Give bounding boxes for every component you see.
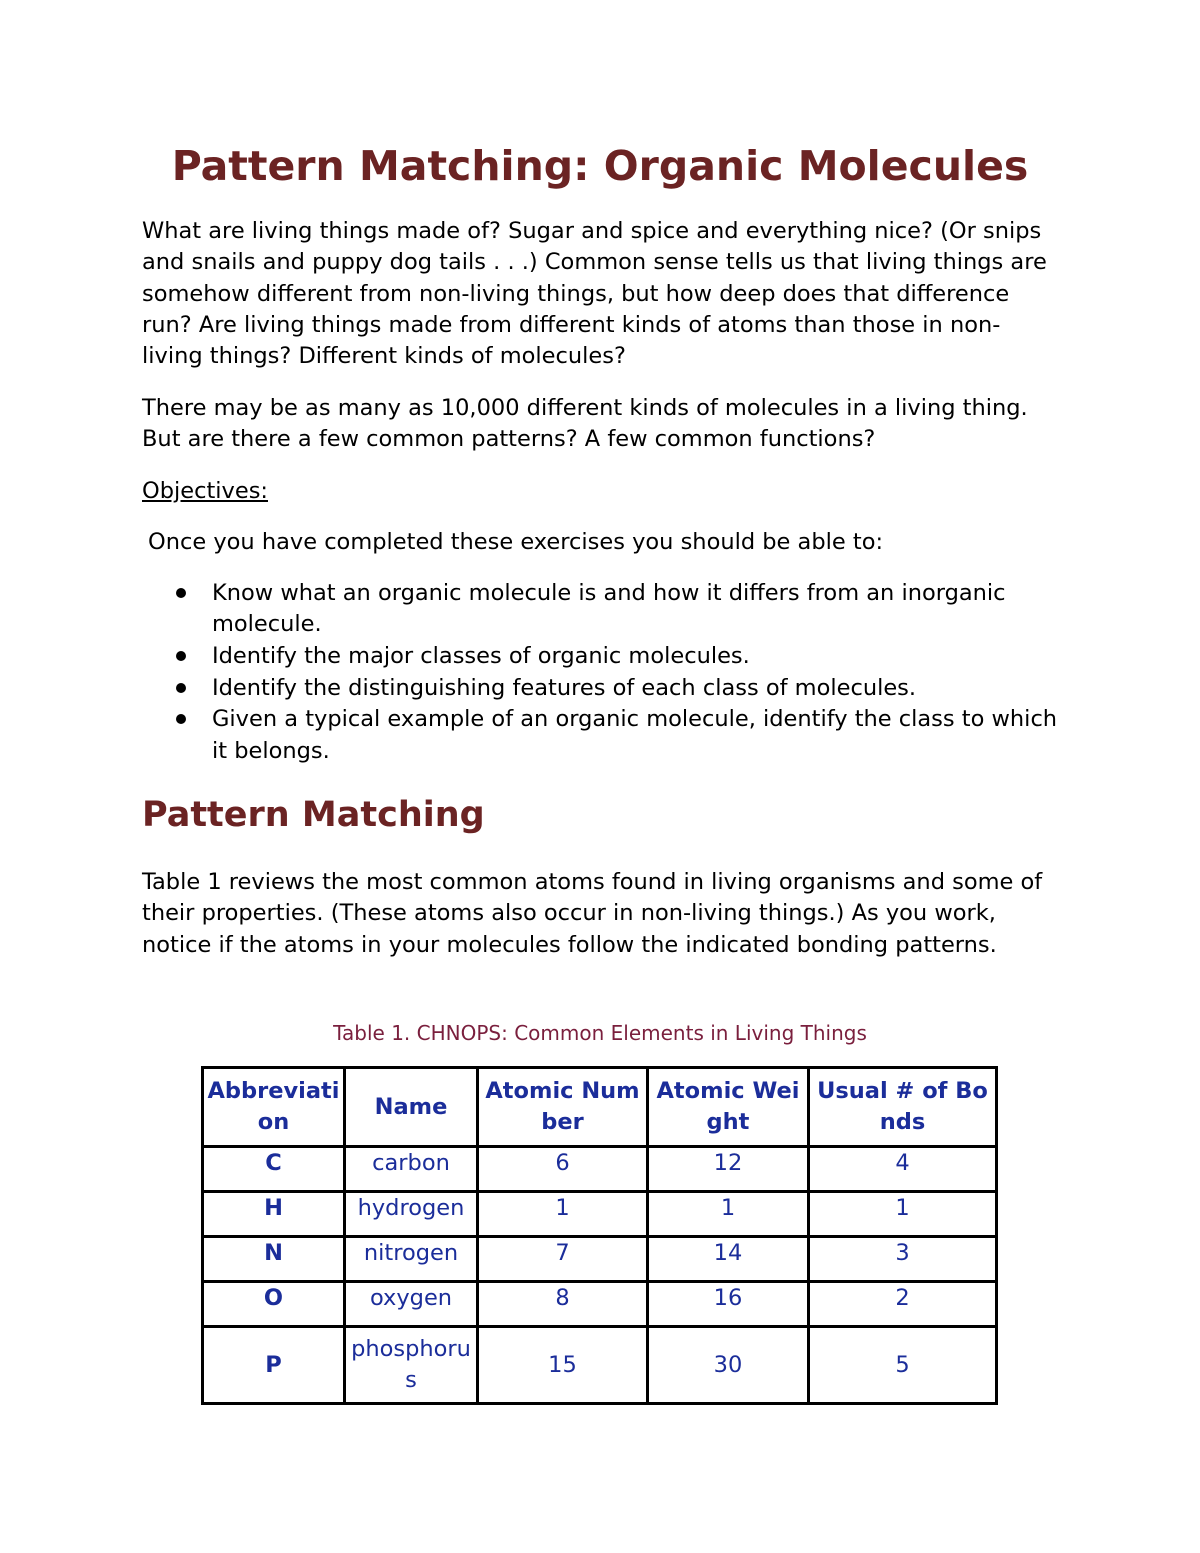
bullet-icon: [176, 588, 186, 598]
table-row: [203, 1282, 997, 1327]
cell-atomic-weight: 1: [648, 1192, 809, 1237]
cell-atomic-number: 6: [478, 1147, 648, 1192]
page-title: Pattern Matching: Organic Molecules: [171, 142, 1029, 190]
cell-usual-bonds: 1: [809, 1192, 997, 1237]
table-row: [203, 1147, 997, 1192]
cell-abbreviation: C: [203, 1147, 345, 1192]
bullet-icon: [176, 714, 186, 724]
header-atomic-weight: Atomic Weight: [648, 1068, 809, 1147]
table-row: [203, 1237, 997, 1282]
section-paragraph: Table 1 reviews the most common atoms found in living organisms and some of their properties. (These atoms also occur in non-living things.) As you work, notice if the atoms in your molecules follow the indicated bonding patterns.: [142, 869, 1043, 958]
objectives-lead: Once you have completed these exercises you should be able to:: [148, 529, 884, 555]
cell-atomic-weight: 14: [648, 1237, 809, 1282]
table-header-row: [203, 1068, 997, 1147]
table-caption: Table 1. CHNOPS: Common Elements in Living Things: [333, 1021, 867, 1045]
objective-text: Given a typical example of an organic molecule, identify the class to which it belongs.: [212, 706, 1058, 764]
cell-usual-bonds: 3: [809, 1237, 997, 1282]
objective-item: [142, 673, 1058, 704]
cell-atomic-weight: 30: [648, 1327, 809, 1404]
objective-text: Identify the major classes of organic molecules.: [212, 642, 750, 669]
cell-usual-bonds: 4: [809, 1147, 997, 1192]
header-abbreviation: Abbreviation: [203, 1068, 345, 1147]
objective-item: [142, 641, 1058, 672]
header-usual-bonds: Usual # of Bonds: [809, 1068, 997, 1147]
cell-atomic-number: 8: [478, 1282, 648, 1327]
table-row: [203, 1327, 997, 1404]
cell-name: hydrogen: [345, 1192, 478, 1237]
cell-name: carbon: [345, 1147, 478, 1192]
cell-name: phosphorus: [345, 1327, 478, 1404]
bullet-icon: [176, 683, 186, 693]
objectives-list: [142, 578, 1058, 767]
header-atomic-number: Atomic Number: [478, 1068, 648, 1147]
objective-item: [142, 704, 1058, 767]
cell-abbreviation: H: [203, 1192, 345, 1237]
cell-abbreviation: N: [203, 1237, 345, 1282]
cell-name: oxygen: [345, 1282, 478, 1327]
objective-text: Identify the distinguishing features of each class of molecules.: [212, 674, 917, 701]
cell-atomic-number: 1: [478, 1192, 648, 1237]
chnops-table: [201, 1066, 998, 1405]
cell-abbreviation: O: [203, 1282, 345, 1327]
bullet-icon: [176, 651, 186, 661]
cell-name: nitrogen: [345, 1237, 478, 1282]
intro-paragraph-2: There may be as many as 10,000 different kinds of molecules in a living thing. But are there a few common patterns? A few common functions?: [142, 395, 1028, 453]
section-heading: Pattern Matching: [142, 795, 485, 835]
cell-atomic-weight: 16: [648, 1282, 809, 1327]
objective-text: Know what an organic molecule is and how it differs from an inorganic molecule.: [212, 580, 1006, 638]
objective-item: [142, 578, 1058, 641]
cell-abbreviation: P: [203, 1327, 345, 1404]
table-row: [203, 1192, 997, 1237]
cell-usual-bonds: 2: [809, 1282, 997, 1327]
objectives-heading: Objectives:: [142, 478, 268, 504]
cell-atomic-number: 7: [478, 1237, 648, 1282]
cell-usual-bonds: 5: [809, 1327, 997, 1404]
cell-atomic-weight: 12: [648, 1147, 809, 1192]
header-name: Name: [345, 1068, 478, 1147]
intro-paragraph-1: What are living things made of? Sugar and spice and everything nice? (Or snips and snails and puppy dog tails . . .) Common sense tells us that living things are somehow different from non-living things, but how deep does that difference run? Are living things made from different kinds of atoms than those in non-living things? Different kinds of molecules?: [142, 218, 1047, 370]
cell-atomic-number: 15: [478, 1327, 648, 1404]
